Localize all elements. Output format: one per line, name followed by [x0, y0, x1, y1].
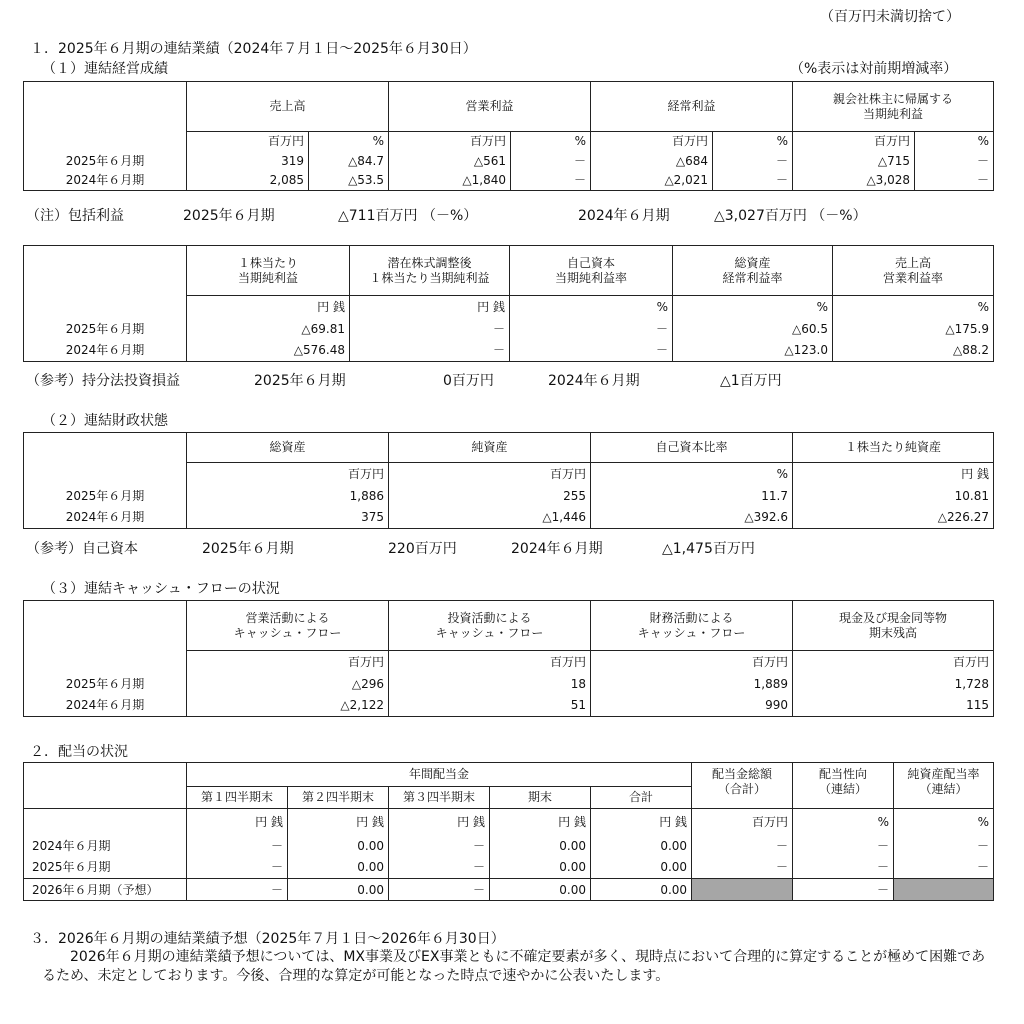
header-annual-dividend: 年間配当金: [187, 763, 692, 787]
table-row: [24, 485, 994, 507]
note-value: △3,027百万円 （－%）: [714, 208, 867, 224]
row-label: 2024年６月期: [24, 171, 187, 191]
unit-cell: 百万円: [389, 651, 591, 673]
note-year: 2025年６月期: [183, 208, 275, 224]
value-cell: 990: [591, 695, 793, 717]
value-cell: 0.00: [288, 857, 389, 879]
value-cell: －: [793, 835, 894, 857]
unit-cell: 円 銭: [187, 296, 350, 318]
header-total-dividend: 配当金総額 （合計）: [692, 763, 793, 809]
header-sales: 売上高: [187, 82, 389, 132]
table-row: [24, 673, 994, 695]
value-cell: －: [713, 151, 793, 171]
section1-2-title: （２）連結財政状態: [42, 413, 168, 429]
value-cell: －: [389, 857, 490, 879]
unit-cell: 百万円: [591, 132, 713, 151]
value-cell: 255: [389, 485, 591, 507]
financial-position-table: [23, 432, 994, 529]
section1-1-title: （１）連結経営成績: [42, 61, 168, 77]
value-cell: △69.81: [187, 318, 350, 340]
row-label: 2025年６月期: [24, 485, 187, 507]
unit-cell: 円 銭: [288, 809, 389, 835]
header-operating-cf: 営業活動による キャッシュ・フロー: [187, 601, 389, 651]
unit-cell: 百万円: [692, 809, 793, 835]
value-cell: －: [389, 879, 490, 901]
value-cell: －: [894, 857, 994, 879]
value-cell: 375: [187, 507, 389, 529]
unit-cell: 円 銭: [591, 809, 692, 835]
value-cell: －: [793, 879, 894, 901]
value-cell: 0.00: [591, 835, 692, 857]
header-net-assets: 純資産: [389, 433, 591, 463]
unit-cell: 円 銭: [793, 463, 994, 485]
value-cell: －: [510, 318, 673, 340]
value-cell: －: [793, 857, 894, 879]
value-cell: △2,122: [187, 695, 389, 717]
value-cell: 2,085: [187, 171, 309, 191]
shaded-cell: [894, 879, 994, 901]
value-cell: △123.0: [673, 340, 833, 362]
note-year: 2024年６月期: [548, 373, 640, 389]
value-cell: －: [187, 857, 288, 879]
header-doe: 純資産配当率 （連結）: [894, 763, 994, 809]
header-q2: 第２四半期末: [288, 787, 389, 809]
corner-cell: [24, 82, 187, 132]
forecast-body: 2026年６月期の連結業績予想については、MX事業及びEX事業ともに不確定要素が多く、現時点において合理的に算定することが極めて困難であるため、未定としております。今後、合理的な算定が可能となった時点で速やかに公表いたします。: [42, 949, 986, 984]
unit-cell: %: [833, 296, 994, 318]
note-year: 2025年６月期: [202, 541, 294, 557]
value-cell: 0.00: [591, 857, 692, 879]
unit-cell: 円 銭: [187, 809, 288, 835]
value-cell: －: [713, 171, 793, 191]
value-cell: △296: [187, 673, 389, 695]
value-cell: △561: [389, 151, 511, 171]
value-cell: －: [389, 835, 490, 857]
note-value: △711百万円 （－%）: [338, 208, 478, 224]
table-row: [24, 507, 994, 529]
note-value: 220百万円: [388, 541, 457, 557]
value-cell: 0.00: [490, 835, 591, 857]
value-cell: 0.00: [490, 879, 591, 901]
header-ordinary-income: 経常利益: [591, 82, 793, 132]
header-payout-ratio: 配当性向 （連結）: [793, 763, 894, 809]
header-roe: 自己資本 当期純利益率: [510, 246, 673, 296]
note-year: 2024年６月期: [511, 541, 603, 557]
value-cell: △84.7: [309, 151, 389, 171]
unit-cell: 百万円: [187, 463, 389, 485]
percent-note: （%表示は対前期増減率）: [790, 61, 958, 77]
row-label: 2025年６月期: [24, 857, 187, 879]
corner-cell: [24, 433, 187, 463]
row-label: 2026年６月期（予想）: [24, 879, 187, 901]
section2-title: ２．配当の状況: [30, 744, 128, 760]
note-year: 2024年６月期: [578, 208, 670, 224]
value-cell: △226.27: [793, 507, 994, 529]
rounding-note: （百万円未満切捨て）: [820, 9, 960, 25]
row-label: 2024年６月期: [24, 835, 187, 857]
section3-title: ３．2026年６月期の連結業績予想（2025年７月１日～2026年６月30日）: [30, 931, 505, 947]
header-cash-balance: 現金及び現金同等物 期末残高: [793, 601, 994, 651]
value-cell: 10.81: [793, 485, 994, 507]
unit-cell: 百万円: [187, 132, 309, 151]
header-diluted-eps: 潜在株式調整後 １株当たり当期純利益: [350, 246, 510, 296]
corner-cell: [24, 763, 187, 809]
value-cell: △175.9: [833, 318, 994, 340]
table-row: [24, 835, 994, 857]
section1-title: １．2025年６月期の連結業績（2024年７月１日～2025年６月30日）: [30, 41, 477, 57]
header-financing-cf: 財務活動による キャッシュ・フロー: [591, 601, 793, 651]
value-cell: －: [187, 835, 288, 857]
row-label: 2025年６月期: [24, 151, 187, 171]
unit-cell: %: [673, 296, 833, 318]
note-value: △1,475百万円: [662, 541, 755, 557]
row-label: 2025年６月期: [24, 673, 187, 695]
value-cell: △392.6: [591, 507, 793, 529]
header-bps: １株当たり純資産: [793, 433, 994, 463]
value-cell: －: [511, 171, 591, 191]
value-cell: △1,446: [389, 507, 591, 529]
value-cell: 11.7: [591, 485, 793, 507]
corner-cell: [24, 246, 187, 296]
unit-cell: 円 銭: [490, 809, 591, 835]
unit-cell: %: [309, 132, 389, 151]
value-cell: －: [510, 340, 673, 362]
value-cell: －: [915, 171, 994, 191]
row-label: 2024年６月期: [24, 507, 187, 529]
table-row: [24, 171, 994, 191]
equity-label: （参考）自己資本: [26, 541, 138, 557]
value-cell: △1,840: [389, 171, 511, 191]
unit-cell: %: [511, 132, 591, 151]
value-cell: △60.5: [673, 318, 833, 340]
operating-results-table: [23, 81, 994, 191]
comprehensive-income-label: （注）包括利益: [26, 208, 124, 224]
value-cell: △715: [793, 151, 915, 171]
value-cell: －: [187, 879, 288, 901]
unit-cell: %: [894, 809, 994, 835]
value-cell: 51: [389, 695, 591, 717]
unit-cell: 百万円: [793, 132, 915, 151]
table-row: [24, 857, 994, 879]
value-cell: －: [350, 318, 510, 340]
row-label: 2024年６月期: [24, 340, 187, 362]
value-cell: △576.48: [187, 340, 350, 362]
unit-cell: 円 銭: [389, 809, 490, 835]
header-operating-income: 営業利益: [389, 82, 591, 132]
header-roa: 総資産 経常利益率: [673, 246, 833, 296]
value-cell: △684: [591, 151, 713, 171]
value-cell: △53.5: [309, 171, 389, 191]
note-year: 2025年６月期: [254, 373, 346, 389]
header-year-end: 期末: [490, 787, 591, 809]
unit-cell: %: [510, 296, 673, 318]
header-total-assets: 総資産: [187, 433, 389, 463]
table-row: [24, 340, 994, 362]
header-equity-ratio: 自己資本比率: [591, 433, 793, 463]
unit-cell: 百万円: [591, 651, 793, 673]
value-cell: 1,886: [187, 485, 389, 507]
unit-cell: %: [591, 463, 793, 485]
value-cell: －: [894, 835, 994, 857]
row-label: 2025年６月期: [24, 318, 187, 340]
value-cell: 0.00: [591, 879, 692, 901]
header-eps: １株当たり 当期純利益: [187, 246, 350, 296]
note-value: △1百万円: [720, 373, 782, 389]
value-cell: 1,728: [793, 673, 994, 695]
value-cell: △88.2: [833, 340, 994, 362]
unit-cell: 百万円: [389, 463, 591, 485]
value-cell: －: [350, 340, 510, 362]
table-row: [24, 879, 994, 901]
header-total: 合計: [591, 787, 692, 809]
header-investing-cf: 投資活動による キャッシュ・フロー: [389, 601, 591, 651]
value-cell: 319: [187, 151, 309, 171]
value-cell: －: [915, 151, 994, 171]
table-row: [24, 151, 994, 171]
per-share-ratio-table: [23, 245, 994, 362]
value-cell: △2,021: [591, 171, 713, 191]
header-q3: 第３四半期末: [389, 787, 490, 809]
unit-cell: %: [793, 809, 894, 835]
unit-cell: %: [713, 132, 793, 151]
shaded-cell: [692, 879, 793, 901]
unit-cell: 百万円: [793, 651, 994, 673]
note-value: 0百万円: [443, 373, 494, 389]
header-net-income: 親会社株主に帰属する 当期純利益: [793, 82, 994, 132]
value-cell: 0.00: [288, 835, 389, 857]
cash-flow-table: [23, 600, 994, 717]
header-operating-margin: 売上高 営業利益率: [833, 246, 994, 296]
equity-method-label: （参考）持分法投資損益: [26, 373, 180, 389]
value-cell: 0.00: [490, 857, 591, 879]
unit-cell: 円 銭: [350, 296, 510, 318]
value-cell: △3,028: [793, 171, 915, 191]
corner-cell: [24, 601, 187, 651]
value-cell: 18: [389, 673, 591, 695]
dividend-table: [23, 762, 994, 901]
value-cell: 1,889: [591, 673, 793, 695]
value-cell: 115: [793, 695, 994, 717]
unit-cell: 百万円: [187, 651, 389, 673]
unit-cell: 百万円: [389, 132, 511, 151]
section1-3-title: （３）連結キャッシュ・フローの状況: [42, 581, 280, 597]
table-row: [24, 695, 994, 717]
table-row: [24, 318, 994, 340]
header-q1: 第１四半期末: [187, 787, 288, 809]
value-cell: －: [511, 151, 591, 171]
value-cell: －: [692, 857, 793, 879]
value-cell: 0.00: [288, 879, 389, 901]
row-label: 2024年６月期: [24, 695, 187, 717]
unit-cell: %: [915, 132, 994, 151]
value-cell: －: [692, 835, 793, 857]
